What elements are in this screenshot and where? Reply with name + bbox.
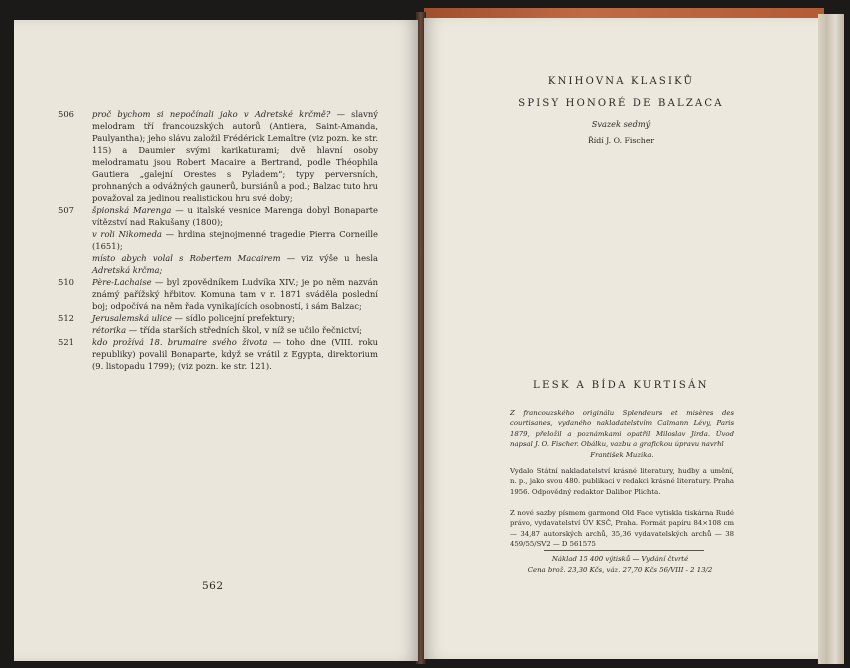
note-term: špionská Marenga (92, 205, 172, 215)
book-page-edges (818, 14, 844, 664)
subnote-macaire (58, 252, 378, 276)
editor-label: Řídí J. O. Fischer (587, 136, 655, 145)
print-run: Náklad 15 400 výtisků — Vydání čtvrté (551, 555, 689, 563)
note-text: — byl zpovědníkem Ludvíka XIV.; je po něm nazván známý pařížský hřbitov. Komuna tam v r. 1871 sváděla poslední boj; odpočívá na něm řada vynikajících osobností, i sám Balzac; (92, 277, 378, 311)
designer-name: František Muzika. (590, 450, 654, 459)
note-term: v roli Nikomeda (92, 229, 162, 239)
translation-note (510, 408, 734, 460)
volume-label: Svazek sedmý (591, 119, 651, 129)
price-line: Cena brož. 23,30 Kčs, váz. 27,70 Kčs 56/VIII - 2 13/2 (527, 565, 713, 574)
note-term: Père-Lachaise (92, 277, 152, 287)
note-512 (58, 312, 378, 324)
note-text: — třída starších středních škol, v níž se učilo řečnictví; (126, 325, 363, 335)
notes-list (58, 108, 378, 372)
note-term: proč bychom si nepočínali jako v Adretské krčmě? (92, 109, 331, 119)
edition-info (504, 554, 736, 575)
note-text: — slavný melodram tří francouzských autorů (Antiera, Saint-Amanda, Paulyantha); jeho slávu založil Frédérick Lemaître (viz pozn. ke str. 115) a Daumier svými karikaturami; dvě hlavní osoby melodramatu jsou Robert Macaire a Bertrand, podle Théophila Gautiera „galejní Orestes s Pyladem“; typy perversních, prohnaných a odvážných gaunerů, bursiánů a pod.; Balzac tuto hru považoval za jedinou realistickou hru své doby; (92, 109, 378, 203)
note-term: Jerusalemská ulice (92, 313, 173, 323)
note-term: místo abych volal s Robertem Macairem (92, 253, 281, 263)
note-term-ref: Adretská krčma; (92, 265, 163, 275)
note-number: 507 (58, 205, 74, 215)
note-text: — viz výše u hesla (280, 253, 378, 263)
note-term: kdo prožívá 18. brumaire svého života (92, 337, 268, 347)
note-number: 506 (58, 109, 74, 119)
note-text: — hrdina stejnojmenné tragedie Pierra Corneille (1651); (92, 229, 378, 251)
note-number: 521 (58, 337, 74, 347)
page-number: 562 (202, 580, 224, 592)
note-510 (58, 276, 378, 312)
note-number: 510 (58, 277, 74, 287)
divider (544, 550, 704, 551)
series-title: KNIHOVNA KLASIKŮ (547, 76, 695, 87)
right-page (424, 18, 818, 659)
note-text: — sídlo policejní prefektury; (172, 313, 295, 323)
printer-note: Z nové sazby písmem garmond Old Face vytiskla tiskárna Rudé právo, vydavatelství ÚV KSČ, Praha. Formát papíru 84×108 cm — 34,87 autorských archů, 35,36 vydavatelských archů — 38 459/55/SV2 — D 561575 (510, 509, 734, 549)
note-text: — toho dne (VIII. roku republiky) povalil Bonaparte, když se vrátil z Egypta, direktorium (9. listopadu 1799); (viz pozn. ke str. 121). (92, 337, 378, 371)
series-subtitle: SPISY HONORÉ DE BALZACA (518, 98, 724, 109)
note-text: — u italské vesnice Marenga dobyl Bonaparte vítězství nad Rakušany (1800); (92, 205, 379, 227)
book-title: LESK A BÍDA KURTISÁN (533, 380, 709, 391)
publisher-note: Vydalo Státní nakladatelství krásné literatury, hudby a umění, n. p., jako svou 480. publikaci v redakci krásné literatury. Praha 1956. Odpovědný redaktor Dalibor Plichta. (510, 467, 734, 496)
subnote-nikomed (58, 228, 378, 252)
note-507 (58, 204, 378, 228)
translation-text: Z francouzského originálu Splendeurs et misères des courtisanes, vydaného nakladatelstvím Calmann Lévy, Paris 1879, přeložil a poznámkami opatřil Miloslav Jirda. Úvod napsal J. O. Fischer. Obálku, vazbu a grafickou úpravu navrhl (510, 409, 734, 449)
left-page (14, 20, 418, 661)
note-506 (58, 108, 378, 204)
note-term: rétorika (92, 325, 127, 335)
note-number: 512 (58, 313, 74, 323)
note-521 (58, 336, 378, 372)
subnote-retorika (58, 324, 378, 336)
